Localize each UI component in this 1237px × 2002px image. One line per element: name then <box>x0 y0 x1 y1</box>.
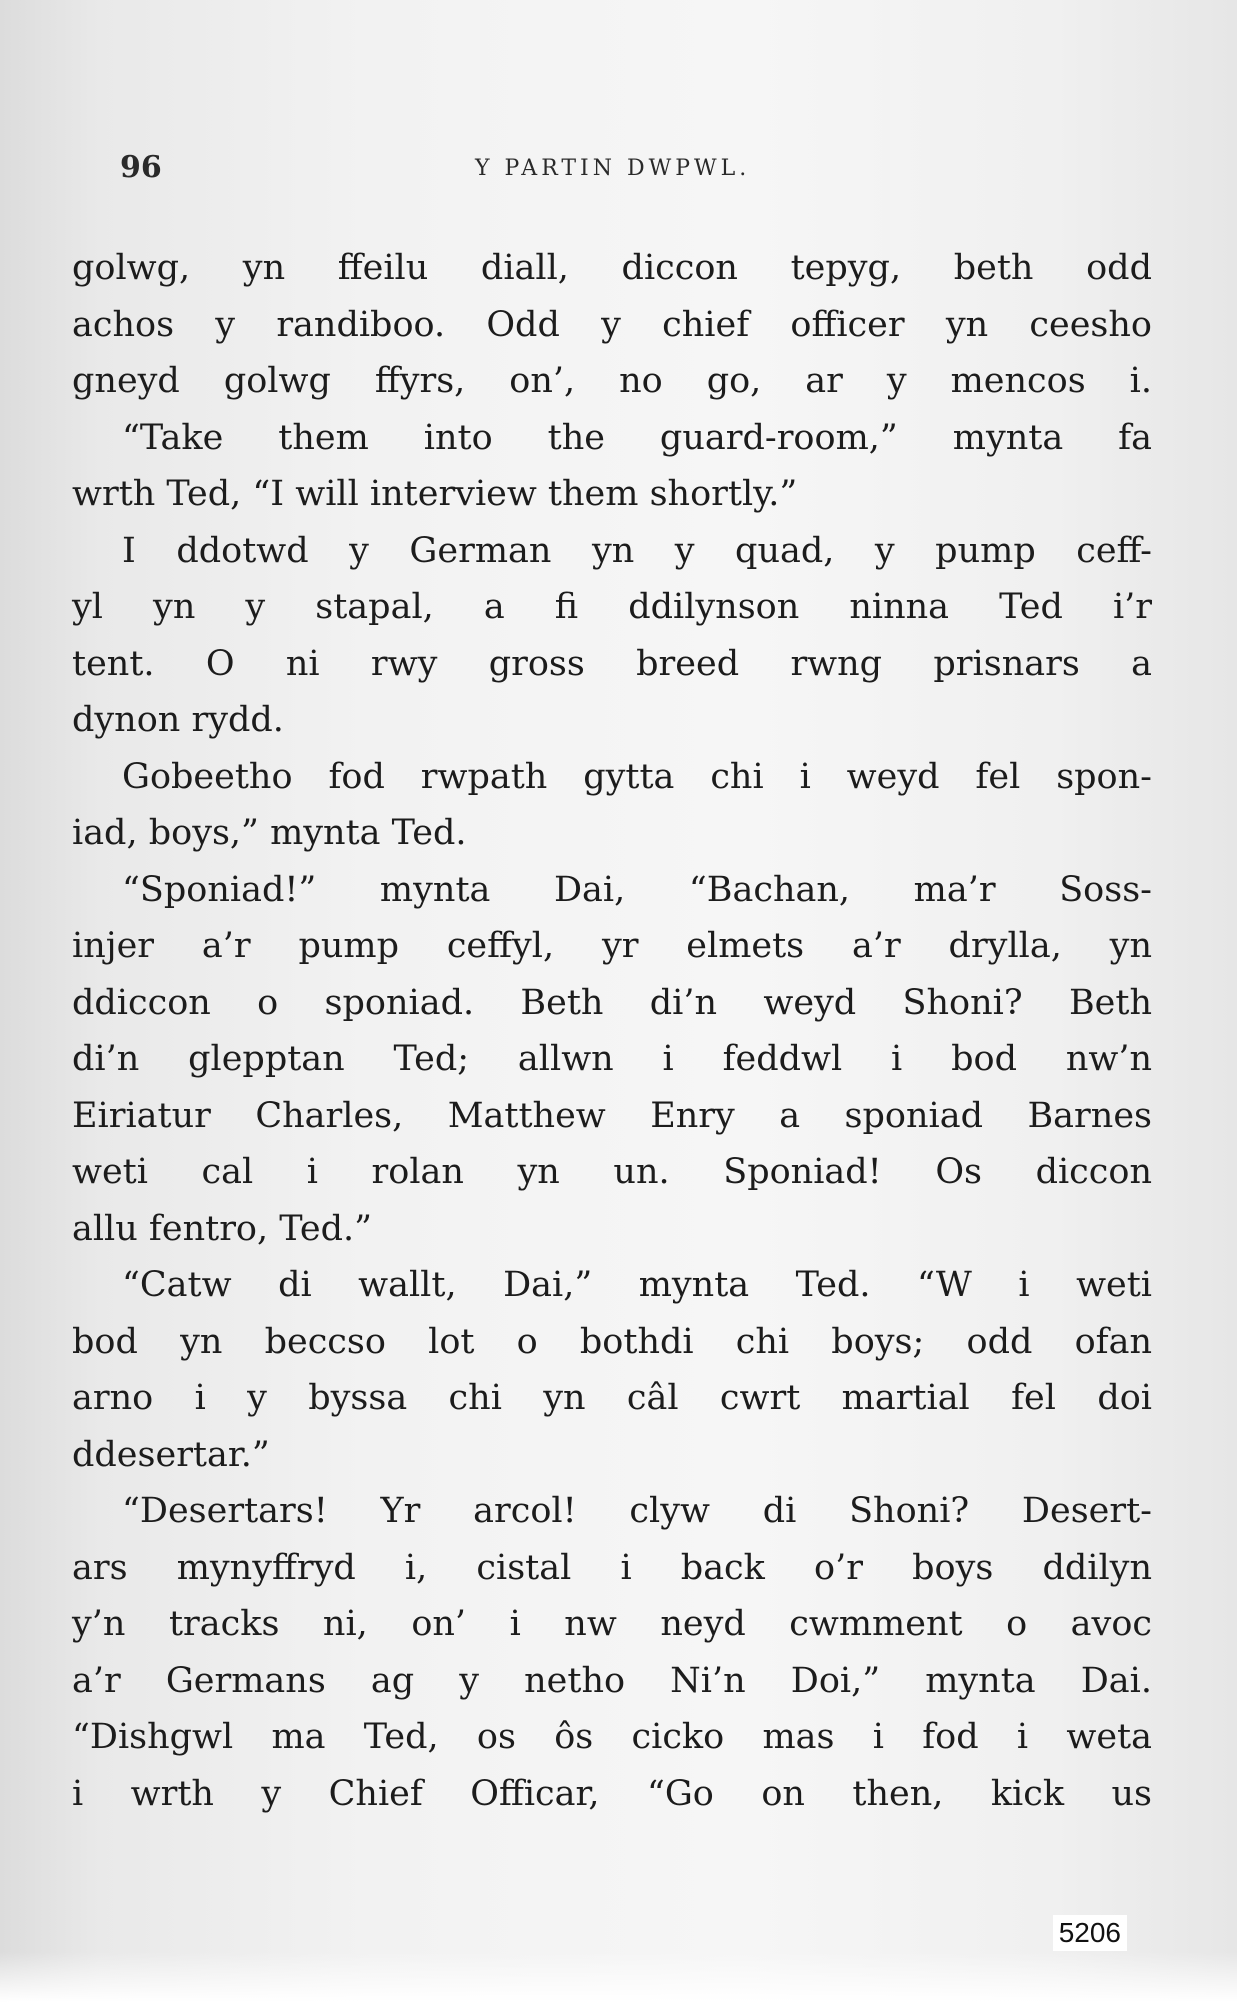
text-line: dynon rydd. <box>72 700 284 740</box>
text-line: i wrth y Chief Officar, “Go on then, kick us <box>72 1773 1152 1814</box>
text-line: tent. O ni rwy gross breed rwng prisnars a <box>72 643 1152 684</box>
text-line: ddiccon o sponiad. Beth di’n weyd Shoni? Beth <box>72 982 1152 1023</box>
page-header <box>120 150 1120 190</box>
text-line: injer a’r pump ceffyl, yr elmets a’r drylla, yn <box>72 926 1152 966</box>
body-text <box>72 240 1152 1822</box>
text-line: I ddotwd y German yn y quad, y pump ceff- <box>122 530 1152 571</box>
text-line: ars mynyffryd i, cistal i back o’r boys ddilyn <box>72 1547 1152 1588</box>
catalog-number-label: 5206 <box>1053 1915 1127 1951</box>
text-line: “Dishgwl ma Ted, os ôs cicko mas i fod i weta <box>72 1717 1152 1757</box>
text-line: “Sponiad!” mynta Dai, “Bachan, ma’r Soss- <box>122 869 1152 910</box>
text-line: “Catw di wallt, Dai,” mynta Ted. “W i weti <box>122 1265 1152 1305</box>
text-line: di’n glepptan Ted; allwn i feddwl i bod nw’n <box>72 1039 1152 1079</box>
text-line: allu fentro, Ted.” <box>72 1208 373 1249</box>
running-head: Y PARTIN DWPWL. <box>475 156 751 181</box>
page-bottom-fade <box>0 1952 1237 2002</box>
text-line: gneyd golwg ffyrs, on’, no go, ar y mencos i. <box>72 361 1152 401</box>
text-line: Gobeetho fod rwpath gytta chi i weyd fel spon- <box>122 756 1152 797</box>
text-line: wrth Ted, “I will interview them shortly.” <box>72 474 798 514</box>
text-line: a’r Germans ag y netho Ni’n Doi,” mynta Dai. <box>72 1660 1152 1701</box>
text-line: “Take them into the guard-room,” mynta fa <box>122 417 1152 458</box>
page-number: 96 <box>120 150 162 185</box>
text-line: “Desertars! Yr arcol! clyw di Shoni? Desert- <box>122 1491 1152 1531</box>
text-line: weti cal i rolan yn un. Sponiad! Os diccon <box>72 1152 1152 1192</box>
text-line: achos y randiboo. Odd y chief officer yn ceesho <box>72 304 1152 345</box>
text-line: y’n tracks ni, on’ i nw neyd cwmment o avoc <box>72 1604 1152 1644</box>
text-line: arno i y byssa chi yn câl cwrt martial fel doi <box>72 1378 1152 1418</box>
text-line: Eiriatur Charles, Matthew Enry a sponiad Barnes <box>72 1095 1152 1136</box>
text-line: ddesertar.” <box>72 1434 270 1475</box>
text-line: bod yn beccso lot o bothdi chi boys; odd ofan <box>72 1321 1152 1362</box>
text-line: yl yn y stapal, a fi ddilynson ninna Ted i’r <box>72 587 1152 627</box>
text-line: golwg, yn ffeilu diall, diccon tepyg, beth odd <box>72 248 1152 288</box>
text-line: iad, boys,” mynta Ted. <box>72 813 467 853</box>
